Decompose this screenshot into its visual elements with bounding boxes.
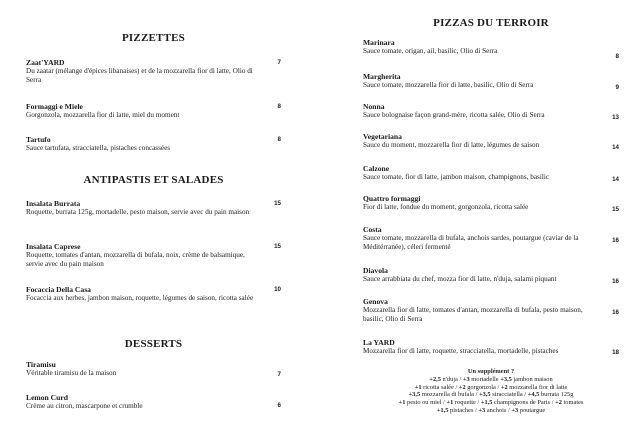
menu-item bbox=[363, 102, 619, 120]
supplement-text: stracciatella / bbox=[490, 391, 528, 399]
menu-item bbox=[363, 338, 619, 356]
supplement-price: +3 bbox=[511, 406, 519, 414]
supplement-price: +3,5 bbox=[500, 375, 512, 383]
menu-item bbox=[26, 199, 281, 217]
supplement-line bbox=[363, 407, 619, 415]
section-title-desserts: DESSERTS bbox=[124, 338, 183, 350]
section-title-terroir: PIZZAS DU TERROIR bbox=[433, 17, 549, 29]
supplement-price: +2 bbox=[555, 399, 562, 407]
supplement-text: gorgonzola / bbox=[465, 383, 501, 391]
section-title-pizzettes: PIZZETTES bbox=[122, 32, 185, 44]
supplement-price: +3 bbox=[478, 406, 486, 414]
supplement-block bbox=[363, 368, 619, 415]
item-price: 13 bbox=[612, 114, 619, 121]
item-description: Véritable tiramisu de la maison bbox=[26, 369, 117, 377]
item-name: La YARD bbox=[363, 338, 395, 347]
section-title-antipastis: ANTIPASTIS ET SALADES bbox=[83, 174, 224, 186]
supplement-title: Un supplément ? bbox=[467, 368, 515, 375]
item-description: Mozzarella fior di latte, roquette, stracciatella, mortadelle, pistaches bbox=[363, 347, 559, 355]
item-name: Tartufo bbox=[26, 135, 51, 144]
item-price: 18 bbox=[612, 349, 619, 356]
item-name: Zaat'YARD bbox=[26, 58, 65, 67]
supplement-price: +3,5 bbox=[478, 391, 491, 399]
supplement-text: champignons de Paris / bbox=[492, 399, 556, 407]
item-name: Calzone bbox=[363, 164, 390, 173]
supplement-text: roquette / bbox=[453, 399, 481, 407]
menu-item bbox=[26, 393, 281, 411]
item-description: Roquette, burrata 125g, mortadelle, pesto maison, servie avec du pain maison bbox=[26, 208, 250, 216]
item-price: 15 bbox=[274, 243, 281, 250]
item-price: 16 bbox=[612, 278, 619, 285]
item-name: Quattro formaggi bbox=[363, 194, 421, 203]
supplement-line bbox=[363, 376, 619, 384]
supplement-price: +1 bbox=[446, 399, 454, 407]
item-price: 8 bbox=[277, 136, 281, 143]
supplement-text: anchois / bbox=[485, 406, 512, 414]
item-price: 9 bbox=[615, 84, 619, 91]
supplement-price: +3,5 bbox=[408, 391, 421, 399]
item-name: Lemon Curd bbox=[26, 393, 68, 402]
item-description: Sauce tartufata, stracciatella, pistaches concassées bbox=[26, 144, 171, 152]
item-name: Genova bbox=[363, 297, 388, 306]
supplement-line bbox=[363, 399, 619, 407]
menu-item bbox=[363, 266, 619, 284]
item-name: Insalata Caprese bbox=[26, 242, 81, 251]
supplement-price: +2 bbox=[458, 383, 466, 391]
menu-item bbox=[363, 297, 619, 324]
menu-item bbox=[26, 102, 281, 120]
supplement-text: mozzarella di bufala / bbox=[420, 391, 479, 399]
supplement-text: ricotta salée / bbox=[421, 383, 459, 391]
item-price: 8 bbox=[277, 103, 281, 110]
item-description: Sauce tomate, mozzarella fior di latte, basilic, Olio di Serra bbox=[363, 81, 534, 89]
supplement-price: +1 bbox=[414, 383, 422, 391]
supplement-price: +3 bbox=[462, 375, 470, 383]
item-name: Margherita bbox=[363, 72, 401, 81]
item-description: Mozzarella fior di latte, tomates d'antan, mozzarella di bufala, pesto maison, basilic, Olio di Serra bbox=[363, 306, 583, 324]
menu-item bbox=[363, 38, 619, 60]
item-name: Tiramisu bbox=[26, 360, 56, 369]
item-description: Focaccia aux herbes, jambon maison, roquette, légumes de saison, ricotta salée bbox=[26, 294, 254, 302]
item-description: Sauce tomate, fior di latte, jambon maison, champignons, basilic bbox=[363, 173, 550, 181]
supplement-price: +1 bbox=[398, 399, 406, 407]
item-name: Focaccia Della Casa bbox=[26, 285, 91, 294]
item-price: 8 bbox=[615, 53, 619, 60]
supplement-text: pistaches / bbox=[448, 406, 479, 414]
item-price: 16 bbox=[612, 309, 619, 316]
supplement-price: +1,5 bbox=[436, 406, 449, 414]
supplement-text: mortadelle bbox=[469, 375, 501, 383]
menu-item bbox=[26, 360, 281, 378]
item-description: Sauce bolognaise façon grand-mère, ricotta salée, Olio di Serra bbox=[363, 111, 545, 119]
item-description: Crème au citron, mascarpone et crumble bbox=[26, 402, 143, 410]
supplement-text: n'duja / bbox=[440, 375, 463, 383]
item-price: 7 bbox=[277, 59, 281, 66]
item-price: 15 bbox=[274, 200, 281, 207]
item-price: 16 bbox=[612, 237, 619, 244]
item-description: Roquette, tomates d'antan, mozzarella di bufala, noix, crème de balsamique, servie avec du pain maison bbox=[26, 251, 245, 269]
item-price: 10 bbox=[274, 286, 281, 293]
item-name: Diavola bbox=[363, 266, 388, 275]
supplement-lines bbox=[363, 376, 619, 415]
supplement-text: mozzarella fior di latte bbox=[507, 383, 568, 391]
item-description: Sauce arrabbiata du chef, mozza fior di latte, n'duja, salami piquant bbox=[363, 275, 557, 283]
item-name: Formaggi e Miele bbox=[26, 102, 83, 111]
item-description: Gorgonzola, mozzarella fior di latte, miel du moment bbox=[26, 111, 180, 119]
supplement-text: pesto ou miel / bbox=[405, 399, 447, 407]
menu-item bbox=[26, 58, 281, 85]
supplement-text: jambon maison bbox=[511, 375, 553, 383]
item-price: 7 bbox=[277, 371, 281, 378]
menu-item bbox=[26, 242, 281, 269]
supplement-text: tomates bbox=[561, 399, 584, 407]
item-price: 6 bbox=[277, 402, 281, 409]
menu-item bbox=[363, 132, 619, 150]
supplement-text: burrata 125g bbox=[539, 391, 574, 399]
supplement-line bbox=[363, 384, 619, 392]
item-description: Sauce du moment, mozzarella fior di latte, légumes de saison bbox=[363, 141, 540, 149]
item-price: 14 bbox=[612, 176, 619, 183]
item-price: 15 bbox=[612, 206, 619, 213]
menu-item bbox=[363, 72, 619, 90]
menu-item bbox=[363, 225, 619, 252]
supplement-text: poutargue bbox=[518, 406, 546, 414]
supplement-price: +1,5 bbox=[480, 399, 493, 407]
menu-item bbox=[26, 285, 281, 303]
menu-item bbox=[363, 194, 619, 212]
menu-item bbox=[26, 135, 281, 153]
item-name: Insalata Burrata bbox=[26, 199, 81, 208]
supplement-price: +2,5 bbox=[429, 375, 441, 383]
item-description: Sauce tomate, mozzarella di bufala, anchois sardes, poutargue (caviar de la Méditérranée), céleri fermenté bbox=[363, 234, 579, 252]
menu-item bbox=[363, 164, 619, 182]
item-name: Vegetariana bbox=[363, 132, 402, 141]
item-name: Marinara bbox=[363, 38, 395, 47]
item-price: 14 bbox=[612, 144, 619, 151]
item-name: Costa bbox=[363, 225, 382, 234]
item-name: Nonna bbox=[363, 102, 385, 111]
item-description: Sauce tomate, origan, ail, basilic, Olio di Serra bbox=[363, 47, 498, 55]
item-description: Fior di latte, fondue du moment, gorgonzola, ricotta salée bbox=[363, 203, 529, 211]
supplement-price: +2 bbox=[500, 383, 508, 391]
supplement-price: +4,5 bbox=[527, 391, 540, 399]
item-description: Du zaatar (mélange d'épices libanaises) et de la mozzarella fior di latte, Olio di Serra bbox=[26, 67, 253, 85]
supplement-line bbox=[363, 391, 619, 399]
